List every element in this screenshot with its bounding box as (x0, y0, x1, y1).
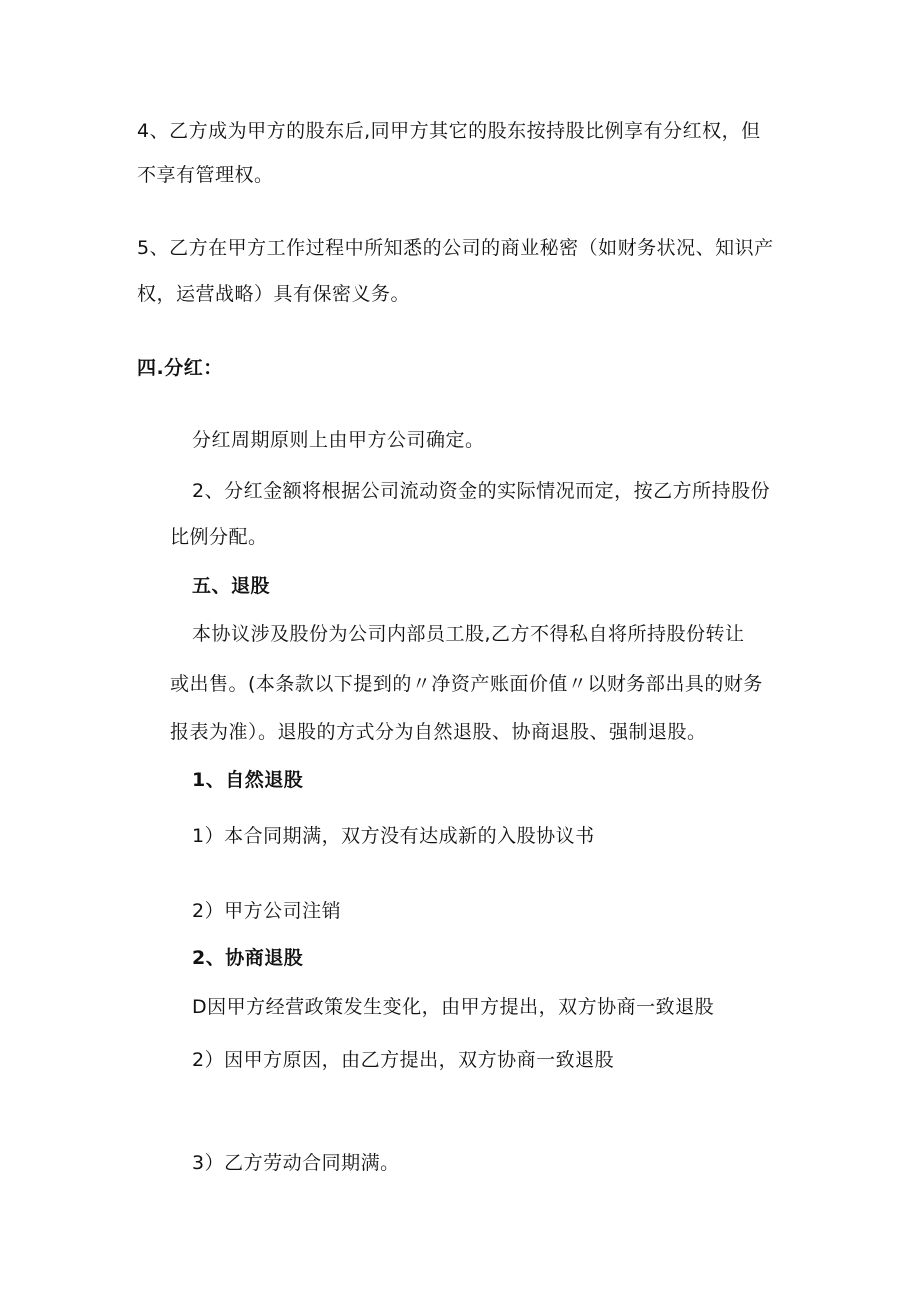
natural-withdrawal-item-2: 2）甲方公司注销 (192, 900, 342, 922)
clause-5-line-2: 权，运营战略）具有保密义务。 (137, 283, 411, 305)
clause-4-line-1: 4、乙方成为甲方的股东后,同甲方其它的股东按持股比例享有分红权，但 (137, 120, 761, 142)
section-4-heading: 四.分红： (137, 357, 223, 379)
section-4-para-2-line-2: 比例分配。 (170, 526, 268, 548)
section-4-para-2-line-1: 2、分红金额将根据公司流动资金的实际情况而定，按乙方所持股份 (192, 480, 771, 502)
natural-withdrawal-item-1: 1）本合同期满，双方没有达成新的入股协议书 (192, 825, 595, 847)
section-5-intro-line-1: 本协议涉及股份为公司内部员工股,乙方不得私自将所持股份转让 (192, 623, 745, 645)
negotiated-withdrawal-item-2: 2）因甲方原因，由乙方提出，双方协商一致退股 (192, 1049, 615, 1071)
section-5-intro-line-2: 或出售。(本条款以下提到的〃净资产账面价值〃以财务部出具的财务 (170, 673, 763, 695)
clause-5-line-1: 5、乙方在甲方工作过程中所知悉的公司的商业秘密（如财务状况、知识产 (137, 237, 774, 259)
section-4-para-1: 分红周期原则上由甲方公司确定。 (192, 429, 485, 451)
negotiated-withdrawal-item-1: D因甲方经营政策发生变化，由甲方提出，双方协商一致退股 (192, 996, 715, 1018)
negotiated-withdrawal-item-3: 3）乙方劳动合同期满。 (192, 1152, 400, 1174)
section-5-intro-line-3: 报表为准）。退股的方式分为自然退股、协商退股、强制退股。 (170, 721, 707, 743)
clause-4-line-2: 不享有管理权。 (137, 164, 274, 186)
section-5-heading: 五、退股 (192, 575, 271, 597)
negotiated-withdrawal-heading: 2、协商退股 (192, 947, 304, 969)
natural-withdrawal-heading: 1、自然退股 (192, 769, 304, 791)
